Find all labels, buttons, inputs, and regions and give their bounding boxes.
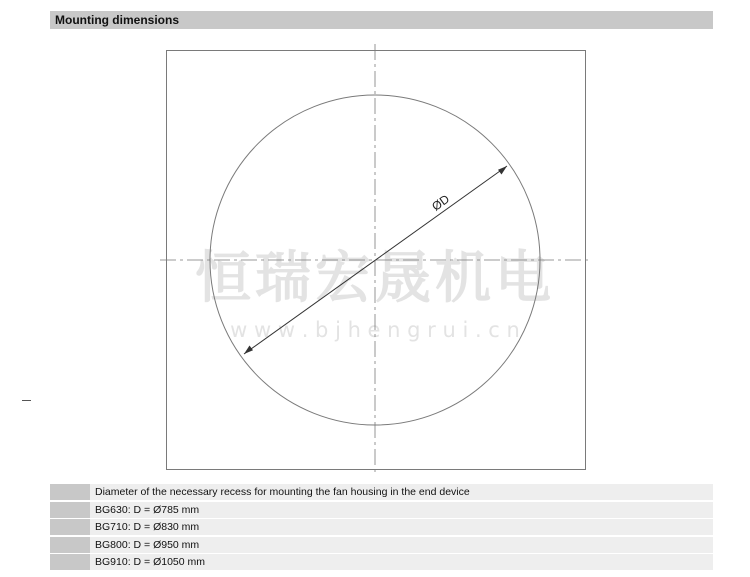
specs-table xyxy=(50,484,713,572)
table-row xyxy=(50,519,713,535)
arrowhead-lower xyxy=(244,346,253,355)
table-row-bg630: BG630: D = Ø785 mm xyxy=(95,503,200,516)
table-row-bg710: BG710: D = Ø830 mm xyxy=(95,521,200,533)
row-marker-cell xyxy=(50,537,90,553)
table-row-bg800: BG800: D = Ø950 mm xyxy=(95,538,200,551)
arrowhead-upper xyxy=(498,166,507,175)
table-row-description: Diameter of the necessary recess for mounting the fan housing in the end device xyxy=(95,486,470,498)
margin-mark xyxy=(22,400,31,401)
table-row xyxy=(50,537,713,553)
table-row xyxy=(50,554,713,570)
table-row-bg910: BG910: D = Ø1050 mm xyxy=(95,556,206,568)
row-marker-cell xyxy=(50,502,90,518)
watermark-chinese: 恒瑞宏晟机电 xyxy=(195,246,555,311)
table-row xyxy=(50,502,713,518)
section-title: Mounting dimensions xyxy=(55,13,179,27)
watermark-url: w w w . b j h e n g r u i . c n xyxy=(230,318,520,342)
row-marker-cell xyxy=(50,554,90,570)
table-row xyxy=(50,484,713,500)
row-marker-cell xyxy=(50,484,90,500)
row-marker-cell xyxy=(50,519,90,535)
diameter-label: ØD xyxy=(429,191,453,214)
